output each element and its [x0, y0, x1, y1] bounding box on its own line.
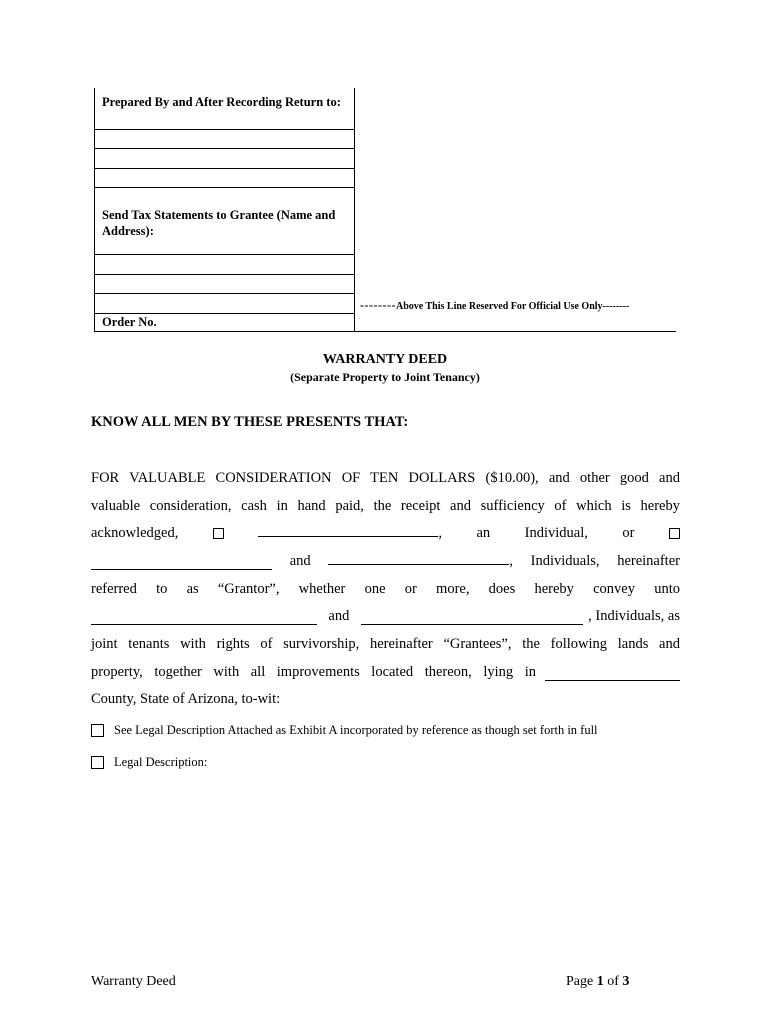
- legal-description-label: Legal Description:: [114, 755, 208, 769]
- body-line-2: [91, 495, 680, 515]
- body-line-4: [91, 550, 680, 570]
- body-line-3: [91, 522, 680, 542]
- official-use-divider: [94, 331, 676, 332]
- and-text-2: and: [328, 608, 350, 624]
- grantor-multiple-checkbox[interactable]: [669, 528, 680, 539]
- body-line-1: [91, 467, 680, 487]
- an-text: an: [476, 525, 491, 541]
- page-total: 3: [622, 974, 630, 989]
- tax-line-1[interactable]: [95, 254, 354, 255]
- return-line-3[interactable]: [95, 168, 354, 169]
- official-use-text: Above This Line Reserved For Official Use Only: [395, 301, 603, 312]
- page-prefix: Page: [566, 974, 594, 989]
- acknowledged-text: acknowledged,: [91, 525, 179, 541]
- prepared-by-label: Prepared By and After Recording Return to:: [102, 95, 341, 109]
- know-all-men-heading: KNOW ALL MEN BY THESE PRESENTS THAT:: [91, 414, 409, 430]
- grantor-name-field-2[interactable]: [91, 554, 272, 570]
- body-line-8-text: property, together with all improvements located thereon, lying in: [91, 664, 536, 680]
- return-line-1[interactable]: [95, 129, 354, 130]
- body-line-6: [91, 605, 680, 625]
- tax-statements-label: Send Tax Statements to Grantee (Name and Address):: [102, 208, 336, 238]
- grantor-single-checkbox[interactable]: [213, 528, 224, 539]
- footer-page-number: [566, 974, 629, 990]
- body-line-2-text: valuable consideration, cash in hand paid, the receipt and sufficiency of which is hereby: [91, 498, 680, 514]
- return-line-2[interactable]: [95, 148, 354, 149]
- comma-text-2: ,: [509, 553, 513, 569]
- body-line-9-text: County, State of Arizona, to-wit:: [91, 691, 281, 707]
- grantor-name-field[interactable]: [258, 521, 438, 537]
- official-use-note: [360, 298, 629, 313]
- legal-description-option[interactable]: [91, 755, 207, 770]
- page-current: 1: [596, 974, 604, 989]
- body-line-9: [91, 688, 680, 708]
- individuals-as-text: , Individuals, as: [588, 608, 680, 624]
- body-line-8: [91, 661, 680, 681]
- hereinafter-text: hereinafter: [617, 553, 680, 569]
- grantee-name-field-2[interactable]: [361, 609, 583, 625]
- page-of: of: [607, 974, 619, 989]
- return-line-4[interactable]: [95, 187, 354, 188]
- comma-text: ,: [438, 525, 442, 541]
- order-no-label: Order No.: [102, 315, 157, 329]
- grantee-name-field-1[interactable]: [91, 609, 317, 625]
- body-line-7: [91, 633, 680, 653]
- exhibit-a-label: See Legal Description Attached as Exhibit A incorporated by reference as though set forth in full: [114, 723, 598, 737]
- or-text: or: [622, 525, 635, 541]
- body-line-5: [91, 578, 680, 598]
- individuals-text: Individuals,: [530, 553, 600, 569]
- return-to-box: [94, 88, 355, 332]
- tax-line-2[interactable]: [95, 274, 354, 275]
- body-line-5-text: referred to as “Grantor”, whether one or more, does hereby convey unto: [91, 581, 680, 597]
- exhibit-a-option[interactable]: [91, 723, 598, 738]
- exhibit-a-checkbox[interactable]: [91, 724, 104, 737]
- body-line-7-text: joint tenants with rights of survivorship, hereinafter “Grantees”, the following lands and: [91, 636, 680, 652]
- body-line-1-text: FOR VALUABLE CONSIDERATION OF TEN DOLLARS ($10.00), and other good and: [91, 470, 680, 486]
- and-text: and: [289, 553, 311, 569]
- document-title: WARRANTY DEED: [322, 352, 448, 367]
- document-subtitle: (Separate Property to Joint Tenancy): [290, 370, 480, 384]
- grantor-name-field-3[interactable]: [328, 549, 509, 565]
- tax-line-3[interactable]: [95, 293, 354, 294]
- official-dashes-left: --------: [360, 298, 396, 312]
- official-dashes-right: --------: [602, 301, 630, 312]
- legal-description-checkbox[interactable]: [91, 756, 104, 769]
- footer-document-name: Warranty Deed: [91, 974, 176, 989]
- county-field[interactable]: [545, 665, 680, 681]
- individual-text: Individual,: [524, 525, 588, 541]
